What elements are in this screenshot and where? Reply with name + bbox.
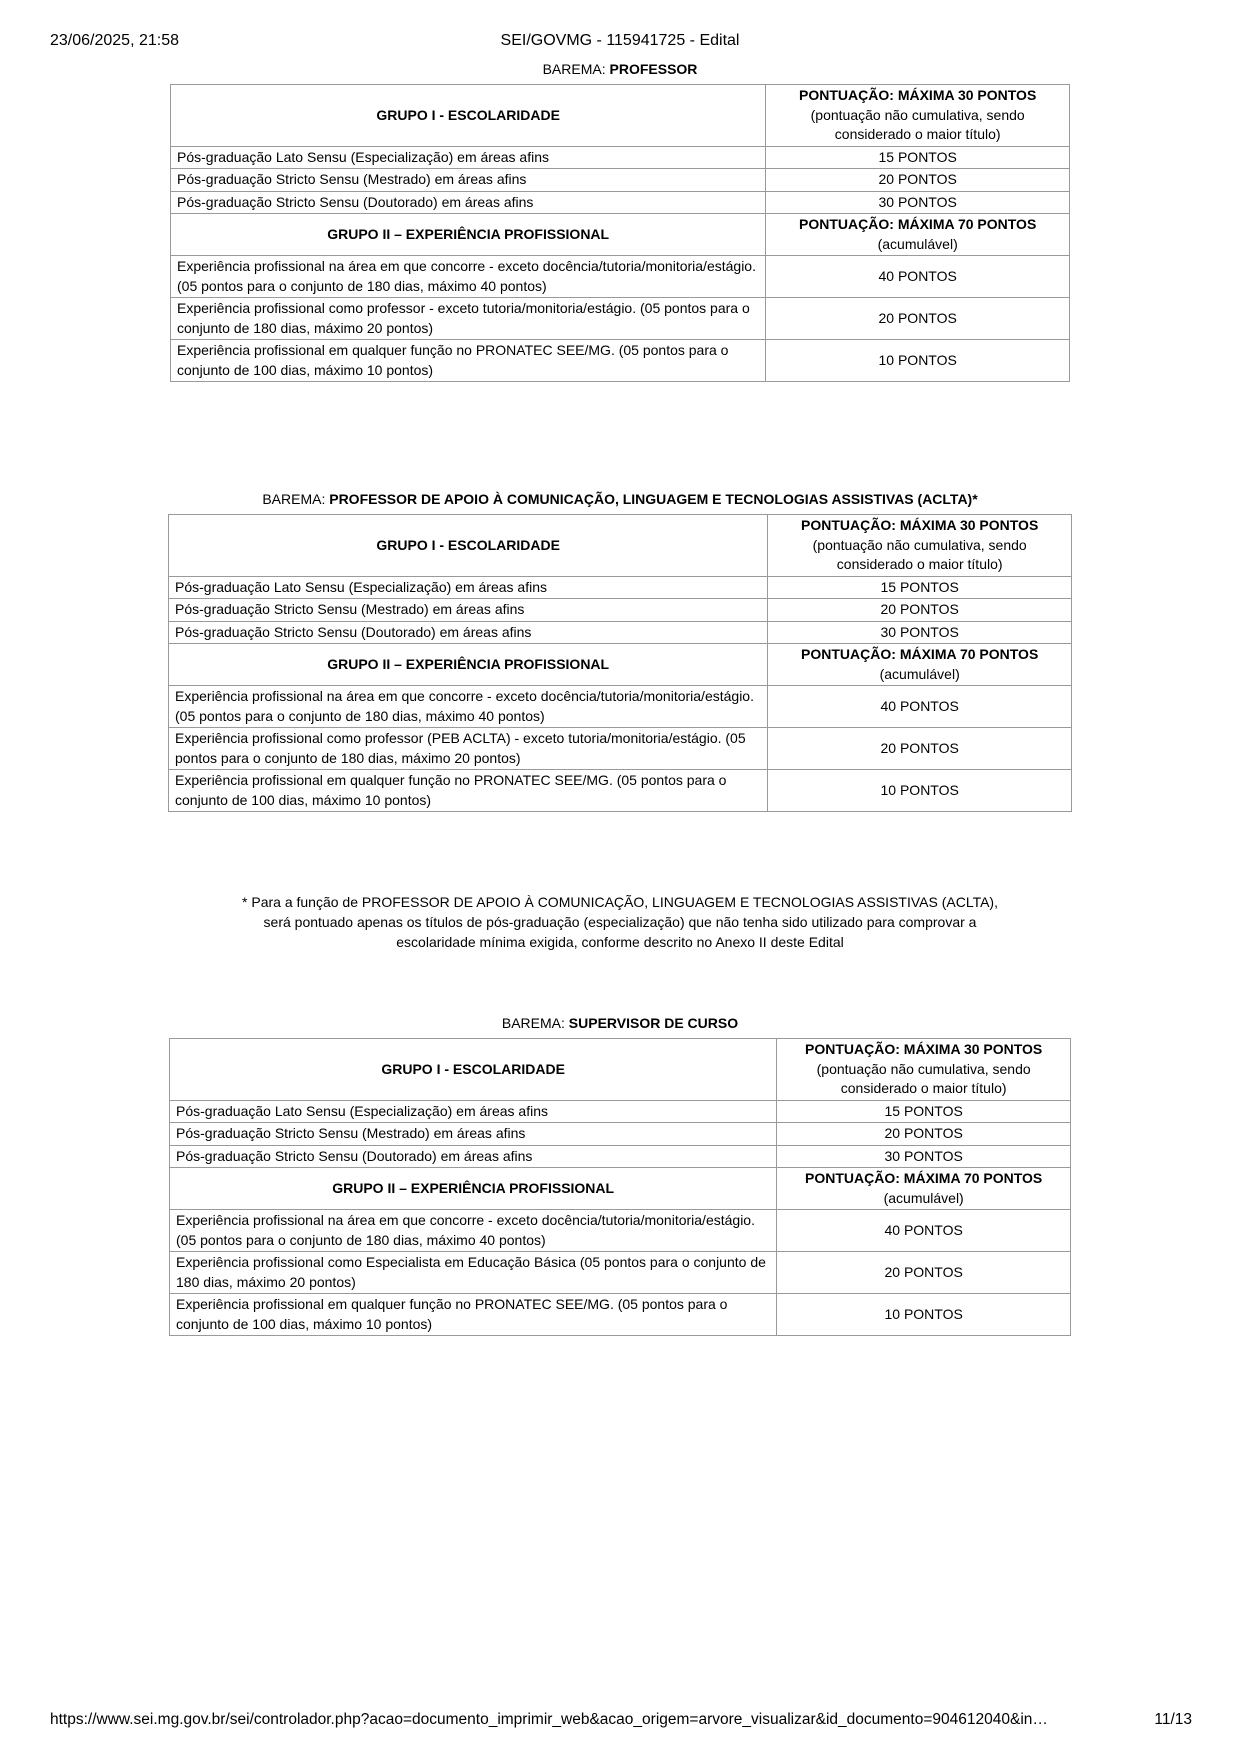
max-score-note: (acumulável) xyxy=(877,235,958,252)
max-score-note: (acumulável) xyxy=(883,1189,964,1206)
max-score-label: PONTUAÇÃO: MÁXIMA 70 PONTOS xyxy=(799,216,1037,232)
group-header-row xyxy=(171,214,1070,256)
table-row xyxy=(171,340,1070,382)
table-row xyxy=(171,298,1070,340)
group-title: GRUPO II – EXPERIÊNCIA PROFISSIONAL xyxy=(171,214,766,256)
table-row xyxy=(171,169,1070,192)
table-row xyxy=(169,728,1072,770)
group-header-row xyxy=(171,85,1070,147)
group-title: GRUPO II – EXPERIÊNCIA PROFISSIONAL xyxy=(170,1168,777,1210)
max-score-label: PONTUAÇÃO: MÁXIMA 70 PONTOS xyxy=(801,646,1039,662)
table-row xyxy=(170,1294,1071,1336)
barema-table xyxy=(168,514,1072,812)
print-datetime: 23/06/2025, 21:58 xyxy=(50,32,180,49)
points-cell: 20 PONTOS xyxy=(777,1123,1071,1146)
max-score-label: PONTUAÇÃO: MÁXIMA 70 PONTOS xyxy=(805,1170,1043,1186)
criterion-cell: Experiência profissional como Especialista em Educação Básica (05 pontos para o conjunto de 180 dias, máximo 20 pontos) xyxy=(170,1252,777,1294)
criterion-cell: Experiência profissional em qualquer função no PRONATEC SEE/MG. (05 pontos para o conjunto de 100 dias, máximo 10 pontos) xyxy=(169,770,768,812)
criterion-cell: Experiência profissional como professor (PEB ACLTA) - exceto tutoria/monitoria/estágio. (05 pontos para o conjunto de 180 dias, máximo 20 pontos) xyxy=(169,728,768,770)
points-cell: 40 PONTOS xyxy=(768,686,1072,728)
table-row xyxy=(171,191,1070,214)
group-max-score xyxy=(766,85,1070,147)
points-cell: 20 PONTOS xyxy=(768,728,1072,770)
barema-supervisor xyxy=(0,1015,1240,1336)
criterion-cell: Experiência profissional na área em que concorre - exceto docência/tutoria/monitoria/estágio. (05 pontos para o conjunto de 180 dias, máximo 40 pontos) xyxy=(170,1210,777,1252)
aclta-footnote xyxy=(0,892,1240,952)
max-score-label: PONTUAÇÃO: MÁXIMA 30 PONTOS xyxy=(799,87,1037,103)
barema-aclta xyxy=(0,491,1240,812)
table-row xyxy=(170,1145,1071,1168)
barema-title xyxy=(0,491,1240,507)
criterion-cell: Experiência profissional em qualquer função no PRONATEC SEE/MG. (05 pontos para o conjunto de 100 dias, máximo 10 pontos) xyxy=(171,340,766,382)
points-cell: 30 PONTOS xyxy=(777,1145,1071,1168)
max-score-note: (pontuação não cumulativa, sendo considerado o maior título) xyxy=(812,536,1027,572)
table-row xyxy=(170,1210,1071,1252)
max-score-note: (pontuação não cumulativa, sendo considerado o maior título) xyxy=(810,106,1025,142)
barema-name: PROFESSOR xyxy=(609,61,698,77)
criterion-cell: Pós-graduação Stricto Sensu (Doutorado) em áreas afins xyxy=(170,1145,777,1168)
points-cell: 20 PONTOS xyxy=(766,169,1070,192)
points-cell: 30 PONTOS xyxy=(768,621,1072,644)
group-title: GRUPO II – EXPERIÊNCIA PROFISSIONAL xyxy=(169,644,768,686)
criterion-cell: Pós-graduação Stricto Sensu (Doutorado) em áreas afins xyxy=(171,191,766,214)
points-cell: 20 PONTOS xyxy=(766,298,1070,340)
max-score-label: PONTUAÇÃO: MÁXIMA 30 PONTOS xyxy=(801,517,1039,533)
points-cell: 15 PONTOS xyxy=(777,1100,1071,1123)
criterion-cell: Pós-graduação Stricto Sensu (Doutorado) em áreas afins xyxy=(169,621,768,644)
criterion-cell: Pós-graduação Stricto Sensu (Mestrado) em áreas afins xyxy=(170,1123,777,1146)
points-cell: 20 PONTOS xyxy=(777,1252,1071,1294)
criterion-cell: Experiência profissional na área em que concorre - exceto docência/tutoria/monitoria/estágio. (05 pontos para o conjunto de 180 dias, máximo 40 pontos) xyxy=(169,686,768,728)
group-max-score xyxy=(768,515,1072,577)
group-title: GRUPO I - ESCOLARIDADE xyxy=(171,85,766,147)
criterion-cell: Pós-graduação Stricto Sensu (Mestrado) em áreas afins xyxy=(171,169,766,192)
criterion-cell: Pós-graduação Stricto Sensu (Mestrado) em áreas afins xyxy=(169,599,768,622)
table-row xyxy=(170,1123,1071,1146)
group-header-row xyxy=(170,1168,1071,1210)
group-title: GRUPO I - ESCOLARIDADE xyxy=(170,1039,777,1101)
footnote-line: escolaridade mínima exigida, conforme descrito no Anexo II deste Edital xyxy=(396,934,844,950)
group-max-score xyxy=(766,214,1070,256)
footnote-line: * Para a função de PROFESSOR DE APOIO À COMUNICAÇÃO, LINGUAGEM E TECNOLOGIAS ASSISTIVAS (ACLTA), xyxy=(242,894,998,910)
points-cell: 10 PONTOS xyxy=(777,1294,1071,1336)
points-cell: 15 PONTOS xyxy=(768,576,1072,599)
criterion-cell: Pós-graduação Lato Sensu (Especialização) em áreas afins xyxy=(171,146,766,169)
points-cell: 20 PONTOS xyxy=(768,599,1072,622)
criterion-cell: Pós-graduação Lato Sensu (Especialização) em áreas afins xyxy=(169,576,768,599)
criterion-cell: Experiência profissional em qualquer função no PRONATEC SEE/MG. (05 pontos para o conjunto de 100 dias, máximo 10 pontos) xyxy=(170,1294,777,1336)
barema-prefix: BAREMA: xyxy=(542,61,610,77)
group-max-score xyxy=(768,644,1072,686)
page-url: https://www.sei.mg.gov.br/sei/controlador.php?acao=documento_imprimir_web&acao_origem=arvore_visualizar&id_documento=904612040&in… xyxy=(50,1711,1048,1728)
group-max-score xyxy=(777,1039,1071,1101)
barema-title xyxy=(0,61,1240,77)
table-row xyxy=(171,256,1070,298)
group-max-score xyxy=(777,1168,1071,1210)
barema-table xyxy=(170,84,1070,382)
points-cell: 40 PONTOS xyxy=(777,1210,1071,1252)
group-header-row xyxy=(169,515,1072,577)
barema-table xyxy=(169,1038,1071,1336)
table-row xyxy=(169,621,1072,644)
group-title: GRUPO I - ESCOLARIDADE xyxy=(169,515,768,577)
points-cell: 10 PONTOS xyxy=(766,340,1070,382)
document-title: SEI/GOVMG - 115941725 - Edital xyxy=(500,32,740,49)
group-header-row xyxy=(169,644,1072,686)
points-cell: 30 PONTOS xyxy=(766,191,1070,214)
max-score-note: (acumulável) xyxy=(879,665,960,682)
barema-prefix: BAREMA: xyxy=(501,1015,569,1031)
table-row xyxy=(170,1100,1071,1123)
points-cell: 40 PONTOS xyxy=(766,256,1070,298)
table-row xyxy=(170,1252,1071,1294)
barema-name: SUPERVISOR DE CURSO xyxy=(568,1015,739,1031)
max-score-label: PONTUAÇÃO: MÁXIMA 30 PONTOS xyxy=(805,1041,1043,1057)
barema-name: PROFESSOR DE APOIO À COMUNICAÇÃO, LINGUAGEM E TECNOLOGIAS ASSISTIVAS (ACLTA)* xyxy=(329,491,978,507)
points-cell: 15 PONTOS xyxy=(766,146,1070,169)
table-row xyxy=(169,770,1072,812)
points-cell: 10 PONTOS xyxy=(768,770,1072,812)
max-score-note: (pontuação não cumulativa, sendo considerado o maior título) xyxy=(816,1060,1031,1096)
criterion-cell: Experiência profissional na área em que concorre - exceto docência/tutoria/monitoria/estágio. (05 pontos para o conjunto de 180 dias, máximo 40 pontos) xyxy=(171,256,766,298)
group-header-row xyxy=(170,1039,1071,1101)
barema-prefix: BAREMA: xyxy=(262,491,330,507)
table-row xyxy=(171,146,1070,169)
criterion-cell: Experiência profissional como professor - exceto tutoria/monitoria/estágio. (05 pontos para o conjunto de 180 dias, máximo 20 pontos) xyxy=(171,298,766,340)
barema-title xyxy=(0,1015,1240,1031)
table-row xyxy=(169,599,1072,622)
page-number: 11/13 xyxy=(1154,1711,1192,1728)
table-row xyxy=(169,686,1072,728)
footnote-line: será pontuado apenas os títulos de pós-graduação (especialização) que não tenha sido utilizado para comprovar a xyxy=(263,914,977,930)
criterion-cell: Pós-graduação Lato Sensu (Especialização) em áreas afins xyxy=(170,1100,777,1123)
barema-professor xyxy=(0,61,1240,382)
table-row xyxy=(169,576,1072,599)
